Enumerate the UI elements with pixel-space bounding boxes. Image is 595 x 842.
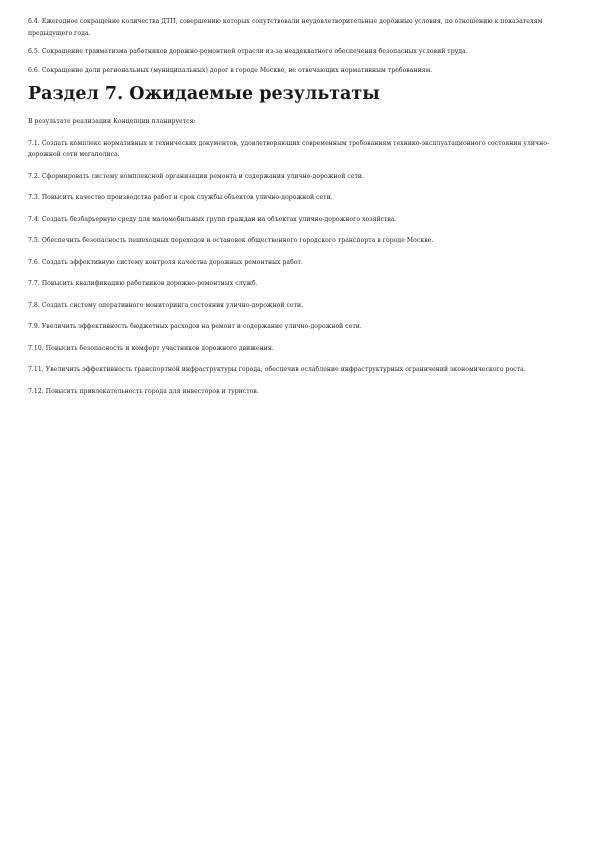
- paragraph-7-4: 7.4. Создать безбарьерную среду для маломобильных групп граждан на объектах улично-дорожного хозяйства.: [28, 215, 397, 223]
- paragraph-7-11: 7.11. Увеличить эффективность транспортной инфраструктуры города, обеспечив ослабление инфраструктурных ограничений экономического роста.: [28, 366, 526, 373]
- paragraph-6-4: 6.4. Ежегодное сокращение количества ДТП, совершению которых сопутствовали неудовлетворительные дорожные условия, по отношению к показателям предыдущего года.: [28, 18, 543, 37]
- paragraph-7-9: 7.9. Увеличить эффективность бюджетных расходов на ремонт и содержание улично-дорожной сети.: [28, 323, 362, 330]
- paragraph-6-6: 6.6. Сокращение доли региональных (муниципальных) дорог в городе Москве, не отвечающих нормативным требованиям.: [28, 66, 433, 74]
- paragraph-7-7: 7.7. Повысить квалификацию работников дорожно-ремонтных служб.: [28, 280, 258, 287]
- paragraph-7-12: 7.12. Повысить привлекательность города для инвесторов и туристов.: [28, 387, 259, 395]
- paragraph-7-3: 7.3. Повысить качество производства работ и срок службы объектов улично-дорожной сети.: [28, 194, 333, 201]
- paragraph-7-2: 7.2. Сформировать систему комплексной организации ремонта и содержания улично-дорожной сети.: [28, 172, 364, 180]
- paragraph-7-1: 7.1. Создать комплекс нормативных и технических документов, удовлетворяющих современным требованиям технико-эксплуатационного состояния улично-дорожной сети мегаполиса.: [28, 139, 550, 158]
- page-content: [28, 16, 568, 397]
- paragraph-7-10: 7.10. Повысить безопасность и комфорт участников дорожного движения.: [28, 344, 274, 352]
- paragraph-7-8: 7.8. Создать систему оперативного мониторинга состояния улично-дорожной сети.: [28, 301, 304, 309]
- paragraph-7-6: 7.6. Создать эффективную систему контроля качества дорожных ремонтных работ.: [28, 258, 303, 266]
- paragraph-7-5: 7.5. Обеспечить безопасность пешеходных переходов и остановок общественного городского транспорта в городе Москве.: [28, 237, 434, 244]
- paragraph-6-5: 6.5. Сокращение травматизма работников дорожно-ремонтной отрасли из-за неадекватного обеспечения безопасных условий труда.: [28, 48, 468, 55]
- section-7-intro: В результате реализации Концепции планируется:: [28, 118, 196, 125]
- section-7-heading: Раздел 7. Ожидаемые результаты: [28, 84, 380, 104]
